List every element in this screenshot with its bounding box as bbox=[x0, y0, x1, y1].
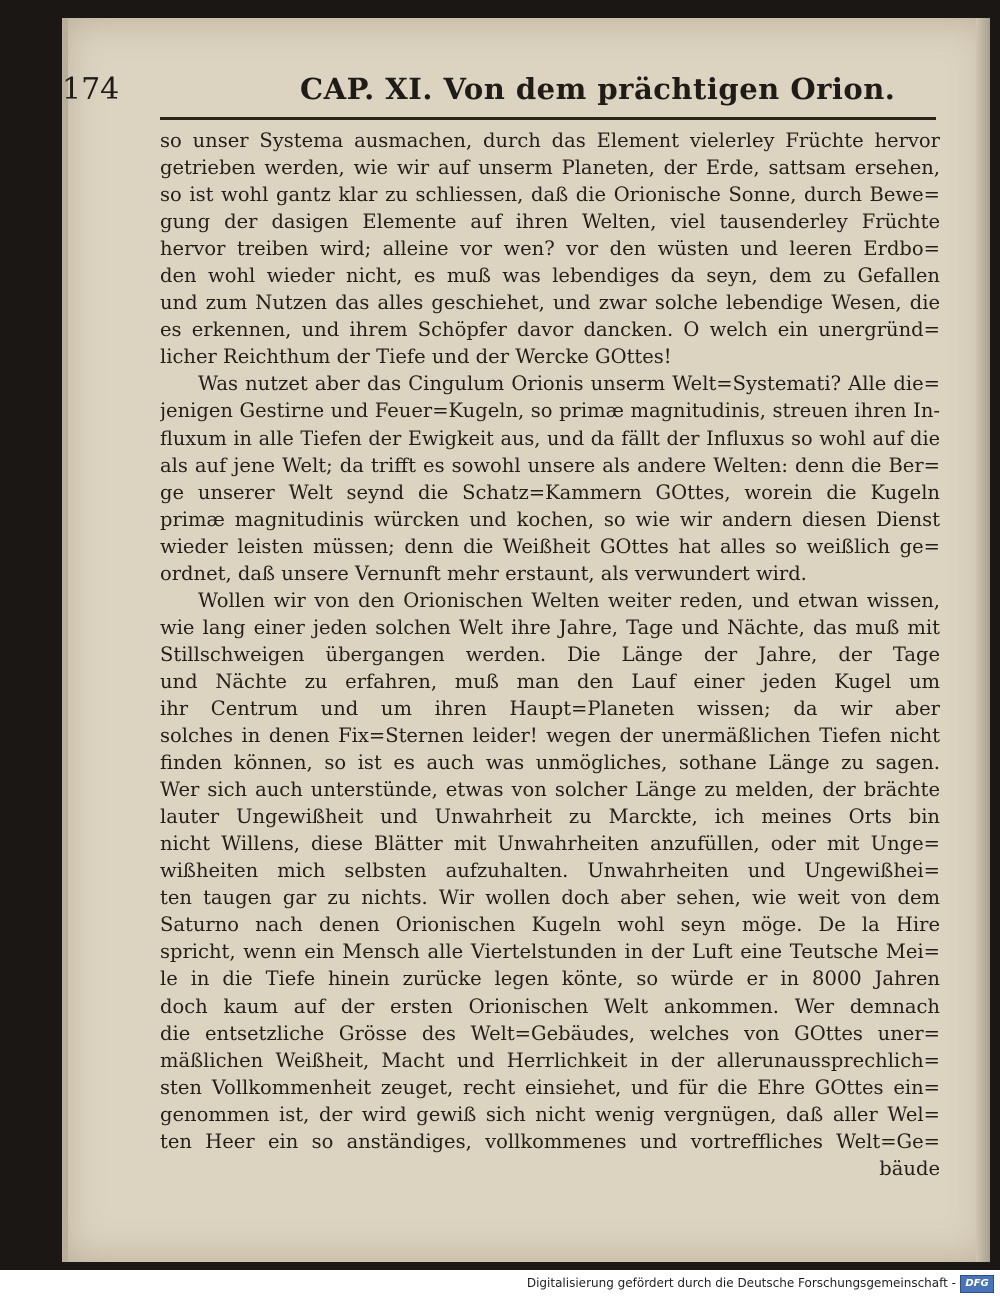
text-line: als auf jene Welt; da trifft es sowohl unsere als andere Welten: denn die Ber= bbox=[160, 453, 940, 477]
text-line: hervor treiben wird; alleine vor wen? vor den wüsten und leeren Erdbo= bbox=[160, 237, 940, 261]
header-rule bbox=[160, 117, 936, 120]
text-line: genommen ist, der wird gewiß sich nicht wenig vergnügen, daß aller Wel= bbox=[160, 1102, 940, 1126]
text-line: lauter Ungewißheit und Unwahrheit zu Marckte, ich meines Orts bin bbox=[160, 805, 940, 829]
text-line: so ist wohl gantz klar zu schliessen, daß die Orionische Sonne, durch Bewe= bbox=[160, 183, 940, 207]
text-line: Wollen wir von den Orionischen Welten weiter reden, und etwan wissen, bbox=[198, 588, 940, 612]
text-line: sten Vollkommenheit zeuget, recht einsiehet, und für die Ehre GOttes ein= bbox=[160, 1075, 940, 1099]
text-line: ten taugen gar zu nichts. Wir wollen doch aber sehen, wie weit von dem bbox=[160, 886, 940, 910]
text-line: ten Heer ein so anständiges, vollkommenes und vortreffliches Welt=Ge= bbox=[160, 1129, 940, 1153]
text-line: le in die Tiefe hinein zurücke legen könte, so würde er in 8000 Jahren bbox=[160, 967, 940, 991]
text-line: solches in denen Fix=Sternen leider! wegen der unermäßlichen Tiefen nicht bbox=[160, 724, 940, 748]
footer-bar bbox=[0, 1270, 1000, 1299]
text-line: finden können, so ist es auch was unmögliches, sothane Länge zu sagen. bbox=[160, 751, 940, 775]
text-line: den wohl wieder nicht, es muß was lebendiges da seyn, dem zu Gefallen bbox=[160, 264, 940, 288]
text-line: ihr Centrum und um ihren Haupt=Planeten wissen; da wir aber bbox=[160, 696, 940, 720]
funding-notice: Digitalisierung gefördert durch die Deutsche Forschungsgemeinschaft - bbox=[526, 1276, 956, 1290]
text-line: mäßlichen Weißheit, Macht und Herrlichkeit in der allerunaussprechlich= bbox=[160, 1048, 940, 1072]
text-line: getrieben werden, wie wir auf unserm Planeten, der Erde, sattsam ersehen, bbox=[160, 156, 940, 180]
text-line: und zum Nutzen das alles geschiehet, und zwar solche lebendige Wesen, die bbox=[160, 291, 940, 315]
text-line: fluxum in alle Tiefen der Ewigkeit aus, und da fällt der Influxus so wohl auf die bbox=[160, 426, 940, 450]
text-line: Saturno nach denen Orionischen Kugeln wohl seyn möge. De la Hire bbox=[160, 913, 940, 937]
text-line: wie lang einer jeden solchen Welt ihre Jahre, Tage und Nächte, das muß mit bbox=[160, 615, 940, 639]
text-line: so unser Systema ausmachen, durch das Element vielerley Früchte hervor bbox=[160, 129, 940, 152]
text-line: wißheiten mich selbsten aufzuhalten. Unwahrheiten und Ungewißhei= bbox=[160, 859, 940, 883]
text-line: die entsetzliche Grösse des Welt=Gebäudes, welches von GOttes uner= bbox=[160, 1021, 940, 1045]
text-line: gung der dasigen Elemente auf ihren Welten, viel tausenderley Früchte bbox=[160, 210, 940, 234]
text-line: jenigen Gestirne und Feuer=Kugeln, so primæ magnitudinis, streuen ihren In- bbox=[160, 399, 940, 423]
running-head: CAP. XI. Von dem prächtigen Orion. bbox=[300, 72, 896, 106]
text-line: ge unserer Welt seynd die Schatz=Kammern GOttes, worein die Kugeln bbox=[160, 480, 940, 504]
text-line: licher Reichthum der Tiefe und der Wercke GOttes! bbox=[160, 345, 672, 369]
text-line: nicht Willens, diese Blätter mit Unwahrheiten anzufüllen, oder mit Unge= bbox=[160, 832, 940, 856]
text-line: spricht, wenn ein Mensch alle Viertelstunden in der Luft eine Teutsche Mei= bbox=[160, 940, 940, 964]
text-line: und Nächte zu erfahren, muß man den Lauf einer jeden Kugel um bbox=[160, 669, 940, 693]
text-line: primæ magnitudinis würcken und kochen, so wie wir andern diesen Dienst bbox=[160, 507, 940, 531]
page-number: 174 bbox=[62, 72, 120, 107]
text-line: Was nutzet aber das Cingulum Orionis unserm Welt=Systemati? Alle die= bbox=[198, 372, 940, 396]
text-line: wieder leisten müssen; denn die Weißheit GOttes hat alles so weißlich ge= bbox=[160, 534, 940, 558]
text-line: ordnet, daß unsere Vernunft mehr erstaunt, als verwundert wird. bbox=[160, 561, 807, 585]
page-left-edge bbox=[62, 18, 68, 1262]
text-line: doch kaum auf der ersten Orionischen Welt ankommen. Wer demnach bbox=[160, 994, 940, 1018]
page-body bbox=[160, 127, 940, 1182]
page-right-edge bbox=[976, 18, 990, 1262]
text-line: Wer sich auch unterstünde, etwas von solcher Länge zu melden, der brächte bbox=[160, 778, 940, 802]
text-line: Stillschweigen übergangen werden. Die Länge der Jahre, der Tage bbox=[160, 642, 940, 666]
dfg-logo: DFG bbox=[960, 1275, 994, 1293]
catchword: bäude bbox=[879, 1156, 940, 1180]
text-line: es erkennen, und ihrem Schöpfer davor dancken. O welch ein unergründ= bbox=[160, 318, 940, 342]
